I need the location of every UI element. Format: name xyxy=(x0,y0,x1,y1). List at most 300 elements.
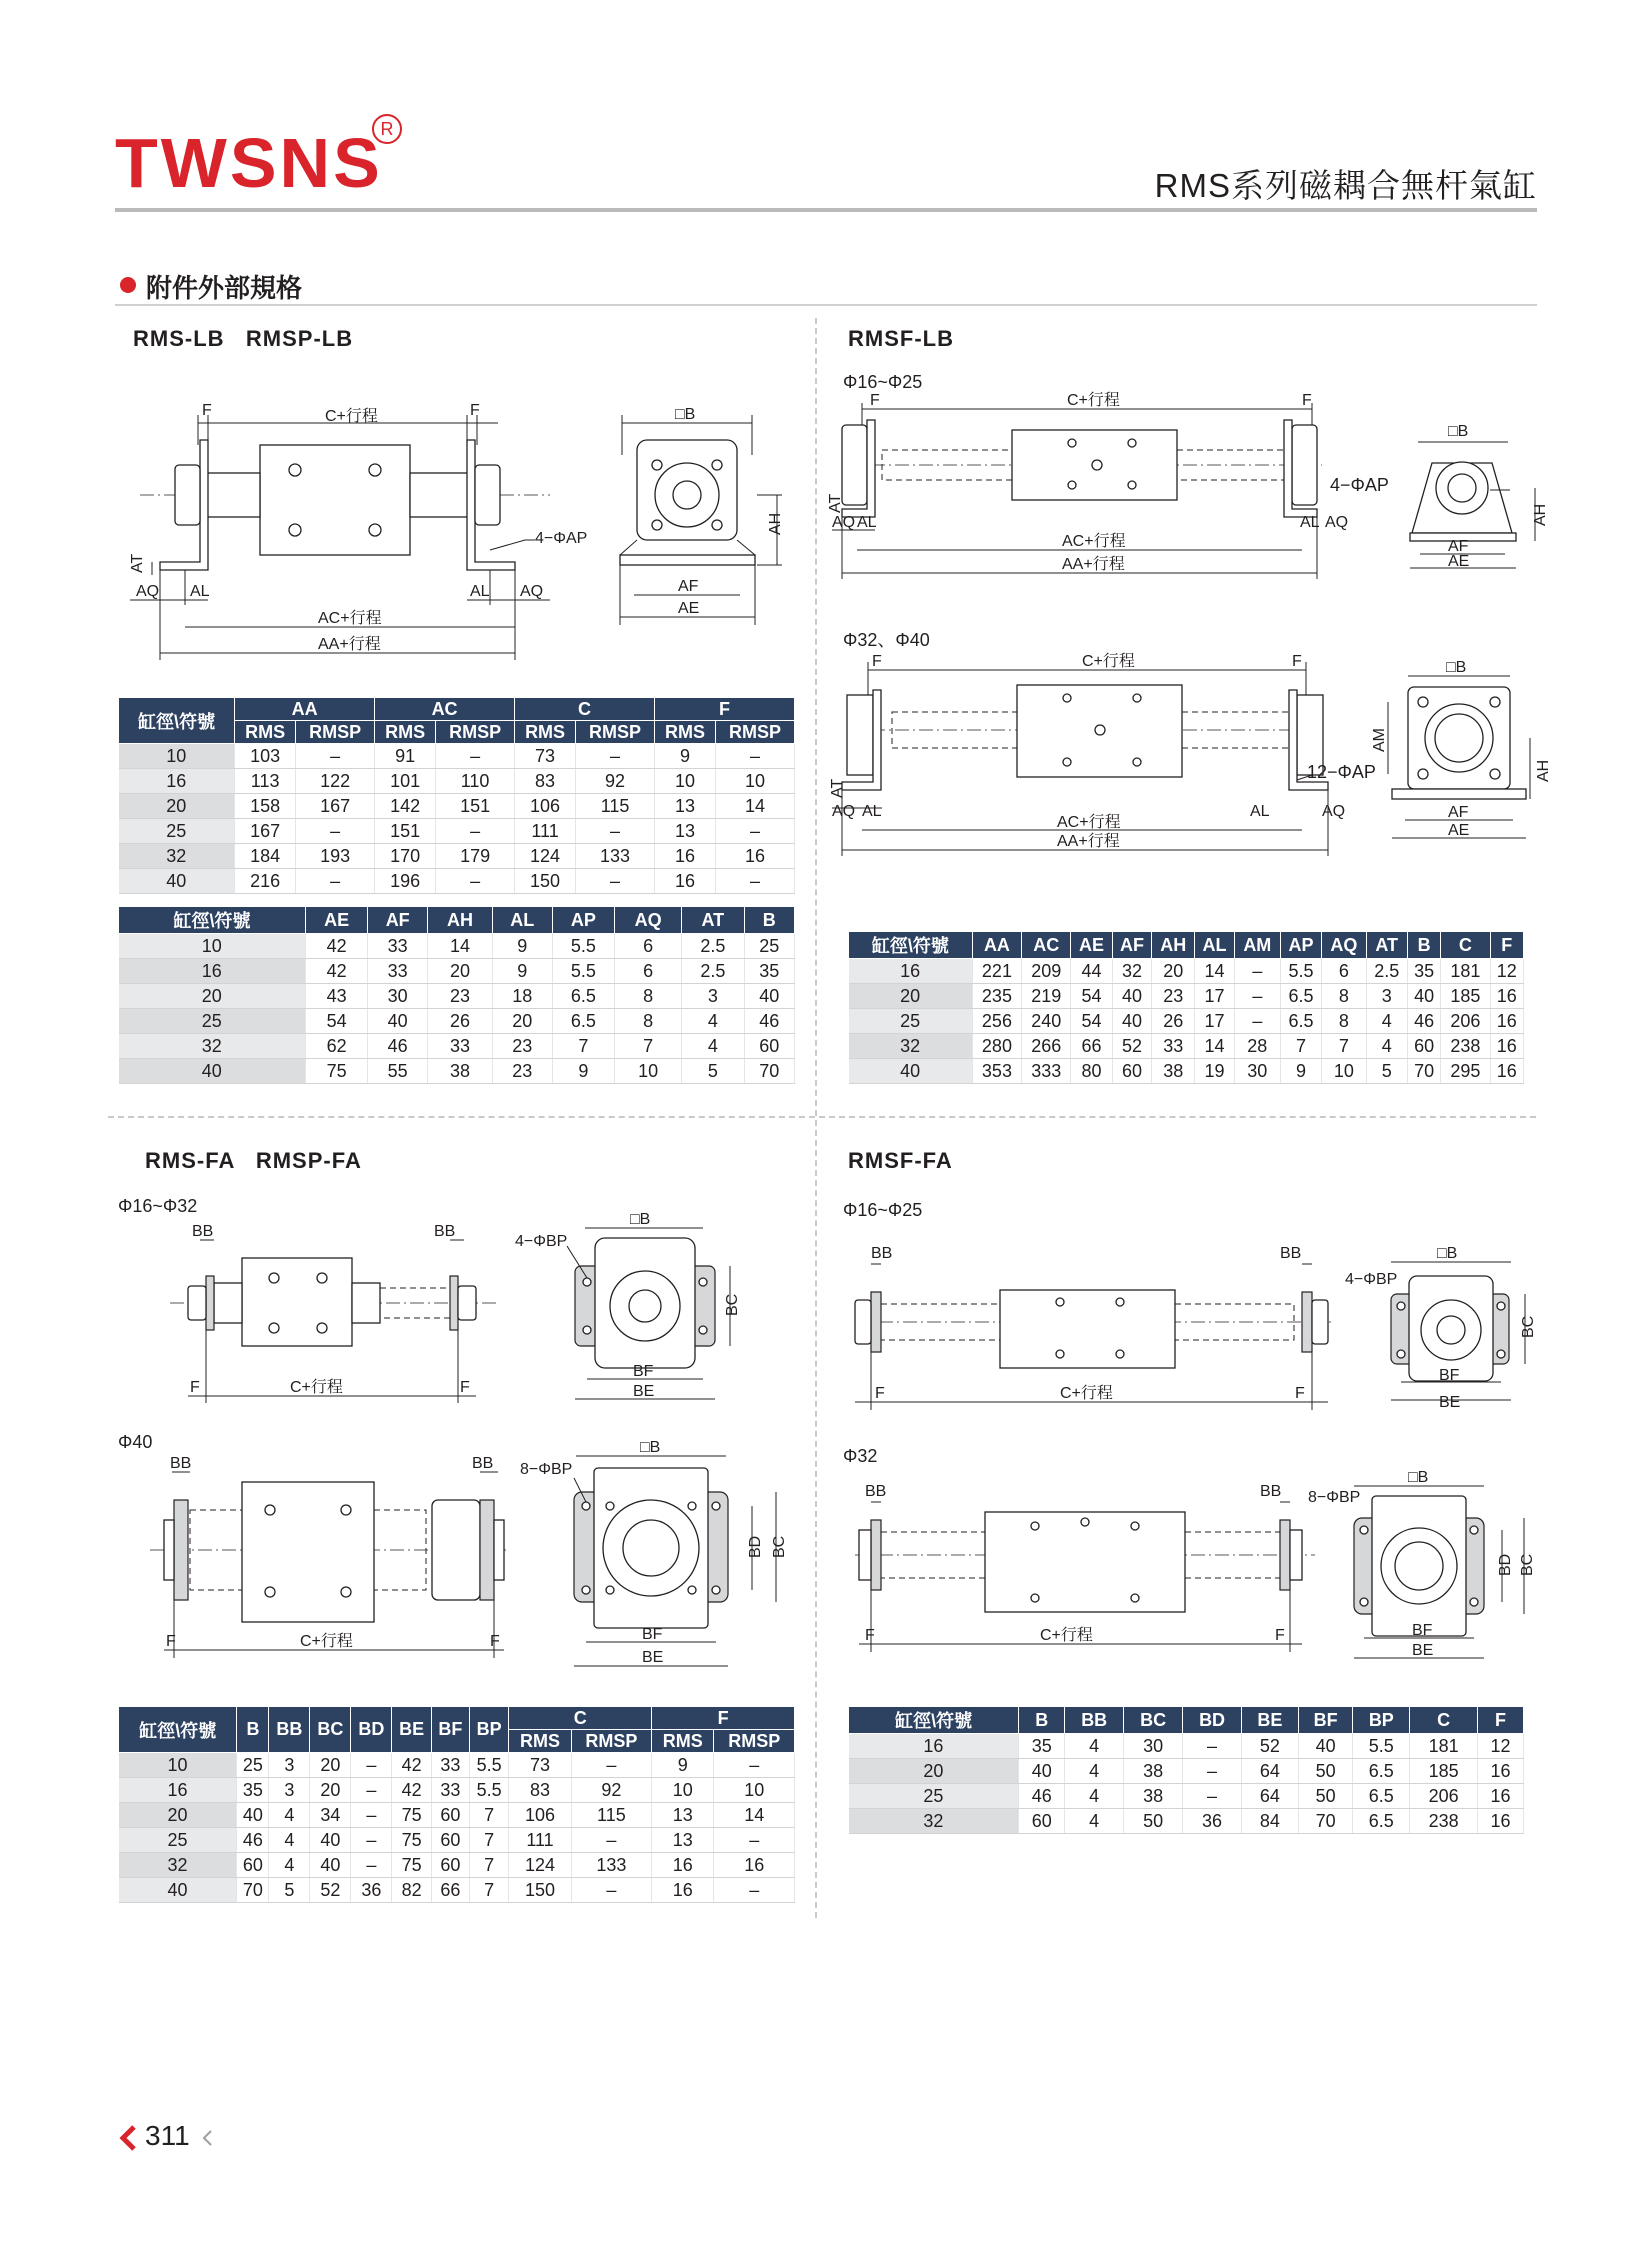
table-cell: 14 xyxy=(716,794,795,819)
dim-label: AQ xyxy=(136,583,160,600)
table-cell: – xyxy=(1234,959,1280,984)
dim-label: BF xyxy=(1412,1622,1433,1639)
table-cell: 33 xyxy=(368,934,428,959)
table-cell: 36 xyxy=(351,1878,392,1903)
table-cell: 44 xyxy=(1071,959,1112,984)
dim-label: AQ xyxy=(832,803,856,820)
column-header: AF xyxy=(1112,932,1152,959)
table-cell: 40 xyxy=(1019,1759,1065,1784)
table-cell: 7 xyxy=(469,1853,509,1878)
dim-label: AA+行程 xyxy=(1062,556,1125,573)
table-cell: 221 xyxy=(972,959,1021,984)
model-title-fa: RMS-FA RMSP-FA xyxy=(145,1148,362,1173)
table-cell: 4 xyxy=(1065,1759,1124,1784)
table-cell: 6.5 xyxy=(552,1009,614,1034)
table-cell: 60 xyxy=(431,1853,469,1878)
table-cell: 33 xyxy=(428,1034,493,1059)
table-cell: 280 xyxy=(972,1034,1021,1059)
table-cell: 5.5 xyxy=(1280,959,1321,984)
row-header-cell: 32 xyxy=(849,1034,973,1059)
row-header-cell: 40 xyxy=(119,869,235,894)
row-header-cell: 20 xyxy=(849,984,973,1009)
table-cell: 5 xyxy=(682,1059,744,1084)
table-cell: 333 xyxy=(1022,1059,1071,1084)
table-cell: 216 xyxy=(235,869,296,894)
table-cell: 33 xyxy=(1152,1034,1195,1059)
sub-header: RMS xyxy=(655,721,716,744)
table-cell: 14 xyxy=(428,934,493,959)
table-cell: 9 xyxy=(552,1059,614,1084)
range-label: Φ16~Φ32 xyxy=(118,1196,198,1216)
table-cell: 113 xyxy=(235,769,296,794)
table-cell: 33 xyxy=(431,1778,469,1803)
row-header-cell: 25 xyxy=(849,1784,1019,1809)
table-cell: 6 xyxy=(615,959,682,984)
table-cell: 38 xyxy=(1124,1784,1183,1809)
table-cell: 124 xyxy=(515,844,576,869)
column-header: B xyxy=(744,907,794,934)
table-cell: 2.5 xyxy=(1366,959,1407,984)
table-row xyxy=(119,1778,795,1803)
table-cell: 75 xyxy=(392,1853,432,1878)
dim-label: F xyxy=(470,402,480,419)
table-cell: 36 xyxy=(1183,1809,1242,1834)
sub-header: RMS xyxy=(515,721,576,744)
table-cell: 2.5 xyxy=(682,934,744,959)
dim-label: C+行程 xyxy=(1082,653,1135,670)
table-cell: 209 xyxy=(1022,959,1071,984)
row-divider xyxy=(108,1116,1536,1118)
table-cell: 181 xyxy=(1441,959,1490,984)
spec-table-rmsf-lb xyxy=(848,931,1524,1084)
table-row xyxy=(849,1734,1524,1759)
row-header-cell: 25 xyxy=(119,819,235,844)
table-cell: 110 xyxy=(436,769,515,794)
dim-label: BB xyxy=(472,1455,494,1472)
series-title: RMS系列磁耦合無杆氣缸 xyxy=(1154,167,1537,204)
sub-header: RMSP xyxy=(576,721,655,744)
column-header: BF xyxy=(1298,1707,1353,1734)
sub-header: RMSP xyxy=(296,721,375,744)
table-cell: 238 xyxy=(1410,1809,1478,1834)
dim-label: AH xyxy=(767,512,784,535)
table-cell: 40 xyxy=(1407,984,1440,1009)
dim-label: AL xyxy=(1300,514,1320,531)
dim-label: BE xyxy=(1412,1642,1434,1659)
sub-header: RMSP xyxy=(714,1730,795,1753)
dim-label: AE xyxy=(1448,553,1470,570)
row-header-cell: 40 xyxy=(849,1059,973,1084)
dim-label: □B xyxy=(675,406,696,423)
table-cell: 7 xyxy=(469,1803,509,1828)
table-row xyxy=(119,1803,795,1828)
dim-label: F xyxy=(1292,653,1302,670)
table-cell: 46 xyxy=(744,1009,794,1034)
table-cell: – xyxy=(576,744,655,769)
spec-table-rmsf-fa xyxy=(848,1706,1524,1834)
column-header: AL xyxy=(1195,932,1235,959)
column-header: BC xyxy=(310,1707,351,1753)
table-cell: – xyxy=(436,869,515,894)
row-header-cell: 16 xyxy=(119,1778,237,1803)
table-cell: 6.5 xyxy=(552,984,614,1009)
table-cell: 83 xyxy=(515,769,576,794)
table-cell: 43 xyxy=(305,984,367,1009)
table-cell: 60 xyxy=(1112,1059,1152,1084)
column-header: AP xyxy=(552,907,614,934)
table-cell: 133 xyxy=(576,844,655,869)
row-header-cell: 16 xyxy=(119,769,235,794)
table-cell: 16 xyxy=(655,844,716,869)
table-cell: 35 xyxy=(1407,959,1440,984)
table-cell: – xyxy=(714,1753,795,1778)
row-header-cell: 20 xyxy=(119,1803,237,1828)
table-cell: 34 xyxy=(310,1803,351,1828)
corner-header: 缸徑\符號 xyxy=(849,932,973,959)
table-cell: 20 xyxy=(1152,959,1195,984)
column-header: AA xyxy=(972,932,1021,959)
table-cell: 16 xyxy=(1490,1009,1523,1034)
table-cell: – xyxy=(716,819,795,844)
dim-label: AL xyxy=(470,583,490,600)
table-cell: 8 xyxy=(1322,984,1366,1009)
table-cell: 70 xyxy=(1407,1059,1440,1084)
table-cell: 33 xyxy=(431,1753,469,1778)
table-cell: 9 xyxy=(492,959,552,984)
table-cell: 16 xyxy=(1490,1059,1523,1084)
table-cell: 158 xyxy=(235,794,296,819)
table-row xyxy=(849,959,1524,984)
corner-header: 缸徑\符號 xyxy=(119,907,306,934)
dim-label: BF xyxy=(1439,1367,1460,1384)
dim-label: AT xyxy=(829,778,846,798)
table-cell: 35 xyxy=(237,1778,269,1803)
table-cell: 4 xyxy=(269,1828,310,1853)
table-cell: 40 xyxy=(1112,1009,1152,1034)
table-cell: 80 xyxy=(1071,1059,1112,1084)
table-cell: 25 xyxy=(744,934,794,959)
row-header-cell: 10 xyxy=(119,744,235,769)
table-cell: – xyxy=(296,744,375,769)
dim-label: AE xyxy=(678,600,700,617)
dim-label: C+行程 xyxy=(1060,1385,1113,1402)
table-cell: 52 xyxy=(310,1878,351,1903)
table-cell: – xyxy=(716,869,795,894)
dim-label: □B xyxy=(630,1211,651,1228)
header-row xyxy=(119,698,795,721)
table-cell: 106 xyxy=(515,794,576,819)
table-cell: – xyxy=(1183,1734,1242,1759)
group-header: AA xyxy=(235,698,375,721)
table-cell: – xyxy=(571,1828,652,1853)
table-cell: 3 xyxy=(682,984,744,1009)
table-cell: 42 xyxy=(392,1778,432,1803)
dim-label: C+行程 xyxy=(1067,392,1120,409)
table-cell: 4 xyxy=(1065,1784,1124,1809)
dim-label: 8−ΦBP xyxy=(520,1461,573,1478)
table-cell: 106 xyxy=(509,1803,571,1828)
rmsf-fa-side-drawing-2 xyxy=(855,1480,1315,1660)
rmsf-lb-end-drawing-2 xyxy=(1370,652,1560,842)
corner-header: 缸徑\符號 xyxy=(849,1707,1019,1734)
column-header: AE xyxy=(1071,932,1112,959)
dim-label: BB xyxy=(871,1245,893,1262)
table-cell: 70 xyxy=(237,1878,269,1903)
table-cell: 3 xyxy=(1366,984,1407,1009)
row-header-cell: 32 xyxy=(119,844,235,869)
table-cell: – xyxy=(571,1878,652,1903)
table-cell: 30 xyxy=(1234,1059,1280,1084)
dim-label: F xyxy=(166,1633,176,1650)
fa-side-drawing-2 xyxy=(150,1455,510,1660)
spec-table-fa xyxy=(118,1706,795,1903)
table-cell: 353 xyxy=(972,1059,1021,1084)
table-row xyxy=(119,1034,795,1059)
column-header: BB xyxy=(1065,1707,1124,1734)
table-cell: 4 xyxy=(682,1009,744,1034)
dim-label: AT xyxy=(129,553,146,573)
dim-label: BF xyxy=(642,1626,663,1643)
header-row xyxy=(849,932,1524,959)
table-row xyxy=(119,869,795,894)
table-cell: 60 xyxy=(744,1034,794,1059)
table-cell: 46 xyxy=(1407,1009,1440,1034)
table-cell: 256 xyxy=(972,1009,1021,1034)
table-cell: 196 xyxy=(375,869,436,894)
table-cell: 235 xyxy=(972,984,1021,1009)
row-header-cell: 16 xyxy=(849,1734,1019,1759)
table-cell: 60 xyxy=(1019,1809,1065,1834)
table-cell: 6.5 xyxy=(1280,1009,1321,1034)
dim-label: C+行程 xyxy=(325,408,378,425)
table-cell: – xyxy=(436,819,515,844)
table-cell: 73 xyxy=(509,1753,571,1778)
table-cell: 23 xyxy=(1152,984,1195,1009)
table-cell: 23 xyxy=(492,1034,552,1059)
table-cell: 5 xyxy=(269,1878,310,1903)
group-header: F xyxy=(655,698,795,721)
table-cell: 8 xyxy=(615,984,682,1009)
table-cell: 26 xyxy=(428,1009,493,1034)
table-row xyxy=(119,744,795,769)
dim-label: F xyxy=(875,1385,885,1402)
table-cell: 16 xyxy=(655,869,716,894)
dim-label: □B xyxy=(1408,1469,1429,1486)
table-cell: 9 xyxy=(1280,1059,1321,1084)
range-label: Φ40 xyxy=(118,1432,153,1452)
table-cell: – xyxy=(571,1753,652,1778)
dim-label: BB xyxy=(192,1223,214,1240)
table-cell: 46 xyxy=(1019,1784,1065,1809)
row-header-cell: 32 xyxy=(119,1853,237,1878)
table-cell: 151 xyxy=(436,794,515,819)
sub-header: RMS xyxy=(235,721,296,744)
table-cell: – xyxy=(351,1753,392,1778)
dim-label: 4−ΦAP xyxy=(1330,475,1389,495)
table-cell: 60 xyxy=(431,1803,469,1828)
dim-label: AL xyxy=(862,803,882,820)
column-header: BC xyxy=(1124,1707,1183,1734)
column-header: C xyxy=(1410,1707,1478,1734)
table-row xyxy=(849,984,1524,1009)
table-cell: 33 xyxy=(368,959,428,984)
column-header: AE xyxy=(305,907,367,934)
column-header: AC xyxy=(1022,932,1071,959)
table-cell: 50 xyxy=(1298,1759,1353,1784)
table-cell: 7 xyxy=(615,1034,682,1059)
table-cell: 20 xyxy=(310,1753,351,1778)
table-cell: 46 xyxy=(368,1034,428,1059)
row-header-cell: 20 xyxy=(119,794,235,819)
table-cell: 10 xyxy=(714,1778,795,1803)
table-cell: 8 xyxy=(1322,1009,1366,1034)
table-cell: 219 xyxy=(1022,984,1071,1009)
dim-label: BB xyxy=(434,1223,456,1240)
column-header: BP xyxy=(1353,1707,1410,1734)
dim-label: AF xyxy=(678,578,699,595)
sub-header: RMS xyxy=(509,1730,571,1753)
dim-label: AT xyxy=(827,493,844,513)
spec-table-lb-2 xyxy=(118,906,795,1084)
table-cell: 40 xyxy=(1112,984,1152,1009)
table-cell: 6.5 xyxy=(1353,1759,1410,1784)
dim-label: F xyxy=(190,1379,200,1396)
table-cell: 25 xyxy=(237,1753,269,1778)
dim-label: AE xyxy=(1448,822,1470,839)
table-cell: – xyxy=(351,1853,392,1878)
table-cell: 8 xyxy=(615,1009,682,1034)
table-cell: 66 xyxy=(1071,1034,1112,1059)
table-cell: 84 xyxy=(1242,1809,1299,1834)
group-header: F xyxy=(652,1707,795,1730)
table-cell: 10 xyxy=(716,769,795,794)
dim-label: 8−ΦBP xyxy=(1308,1489,1361,1506)
table-cell: 6.5 xyxy=(1280,984,1321,1009)
table-cell: 184 xyxy=(235,844,296,869)
dim-label: AF xyxy=(1448,804,1469,821)
table-cell: 38 xyxy=(428,1059,493,1084)
dim-label: AH xyxy=(1535,759,1552,782)
column-header: B xyxy=(1019,1707,1065,1734)
column-header: AF xyxy=(368,907,428,934)
dim-label: AM xyxy=(1371,728,1388,752)
table-cell: – xyxy=(1234,1009,1280,1034)
table-cell: 10 xyxy=(1322,1059,1366,1084)
dim-label: AQ xyxy=(1325,514,1349,531)
table-cell: 5.5 xyxy=(469,1778,509,1803)
table-cell: 17 xyxy=(1195,984,1235,1009)
dim-label: F xyxy=(865,1627,875,1644)
dim-label: BB xyxy=(865,1483,887,1500)
registered-mark: R xyxy=(372,114,402,144)
table-cell: 52 xyxy=(1242,1734,1299,1759)
range-label: Φ32 xyxy=(843,1446,878,1466)
dim-label: 4−ΦBP xyxy=(515,1233,568,1250)
table-cell: 20 xyxy=(310,1778,351,1803)
column-header: AM xyxy=(1234,932,1280,959)
dim-label: AA+行程 xyxy=(318,636,381,653)
table-cell: 30 xyxy=(1124,1734,1183,1759)
dim-label: F xyxy=(872,653,882,670)
rmsf-fa-side-drawing-1 xyxy=(855,1242,1335,1412)
table-cell: 6 xyxy=(1322,959,1366,984)
table-cell: 16 xyxy=(716,844,795,869)
column-header: BF xyxy=(431,1707,469,1753)
table-cell: 3 xyxy=(269,1753,310,1778)
table-row xyxy=(119,1009,795,1034)
fa-side-drawing-1 xyxy=(170,1223,500,1408)
table-cell: 60 xyxy=(1407,1034,1440,1059)
slider-body xyxy=(260,445,410,555)
table-row xyxy=(119,794,795,819)
table-cell: 26 xyxy=(1152,1009,1195,1034)
range-label: Φ16~Φ25 xyxy=(843,372,923,392)
table-cell: 179 xyxy=(436,844,515,869)
table-cell: 12 xyxy=(1478,1734,1524,1759)
table-cell: 4 xyxy=(1065,1809,1124,1834)
column-header: BE xyxy=(392,1707,432,1753)
table-cell: 64 xyxy=(1242,1759,1299,1784)
section-bullet-icon xyxy=(120,277,136,293)
table-cell: 82 xyxy=(392,1878,432,1903)
table-cell: 14 xyxy=(714,1803,795,1828)
table-row xyxy=(119,844,795,869)
dim-label: □B xyxy=(1437,1245,1458,1262)
table-cell: 142 xyxy=(375,794,436,819)
table-cell: – xyxy=(296,869,375,894)
table-row xyxy=(849,1759,1524,1784)
table-cell: 83 xyxy=(509,1778,571,1803)
group-header: C xyxy=(515,698,655,721)
brand-logo: TWSNS xyxy=(115,124,383,202)
dim-label: AQ xyxy=(520,583,544,600)
table-cell: 124 xyxy=(509,1853,571,1878)
table-cell: 23 xyxy=(428,984,493,1009)
table-cell: 185 xyxy=(1410,1759,1478,1784)
row-header-cell: 32 xyxy=(849,1809,1019,1834)
column-divider xyxy=(815,318,817,1918)
table-cell: 50 xyxy=(1124,1809,1183,1834)
table-cell: – xyxy=(351,1803,392,1828)
dim-label: C+行程 xyxy=(1040,1627,1093,1644)
table-cell: – xyxy=(1183,1784,1242,1809)
dim-label: □B xyxy=(1446,659,1467,676)
table-cell: 9 xyxy=(655,744,716,769)
range-label: Φ32、Φ40 xyxy=(843,630,930,650)
dim-label: AH xyxy=(1532,503,1549,526)
column-header: AT xyxy=(682,907,744,934)
dim-label: BB xyxy=(170,1455,192,1472)
table-cell: 92 xyxy=(576,769,655,794)
table-cell: 5.5 xyxy=(552,959,614,984)
model-title-rmsf-fa: RMSF-FA xyxy=(848,1148,953,1173)
table-cell: 170 xyxy=(375,844,436,869)
table-cell: 7 xyxy=(469,1828,509,1853)
table-cell: 91 xyxy=(375,744,436,769)
table-cell: 46 xyxy=(237,1828,269,1853)
row-header-cell: 32 xyxy=(119,1034,306,1059)
column-header: C xyxy=(1441,932,1490,959)
dim-label: BF xyxy=(633,1363,654,1380)
row-header-cell: 16 xyxy=(119,959,306,984)
table-cell: 10 xyxy=(655,769,716,794)
table-cell: – xyxy=(351,1778,392,1803)
table-cell: 7 xyxy=(1322,1034,1366,1059)
table-cell: 75 xyxy=(392,1828,432,1853)
sub-header: RMSP xyxy=(436,721,515,744)
table-cell: 14 xyxy=(1195,959,1235,984)
row-header-cell: 10 xyxy=(119,1753,237,1778)
